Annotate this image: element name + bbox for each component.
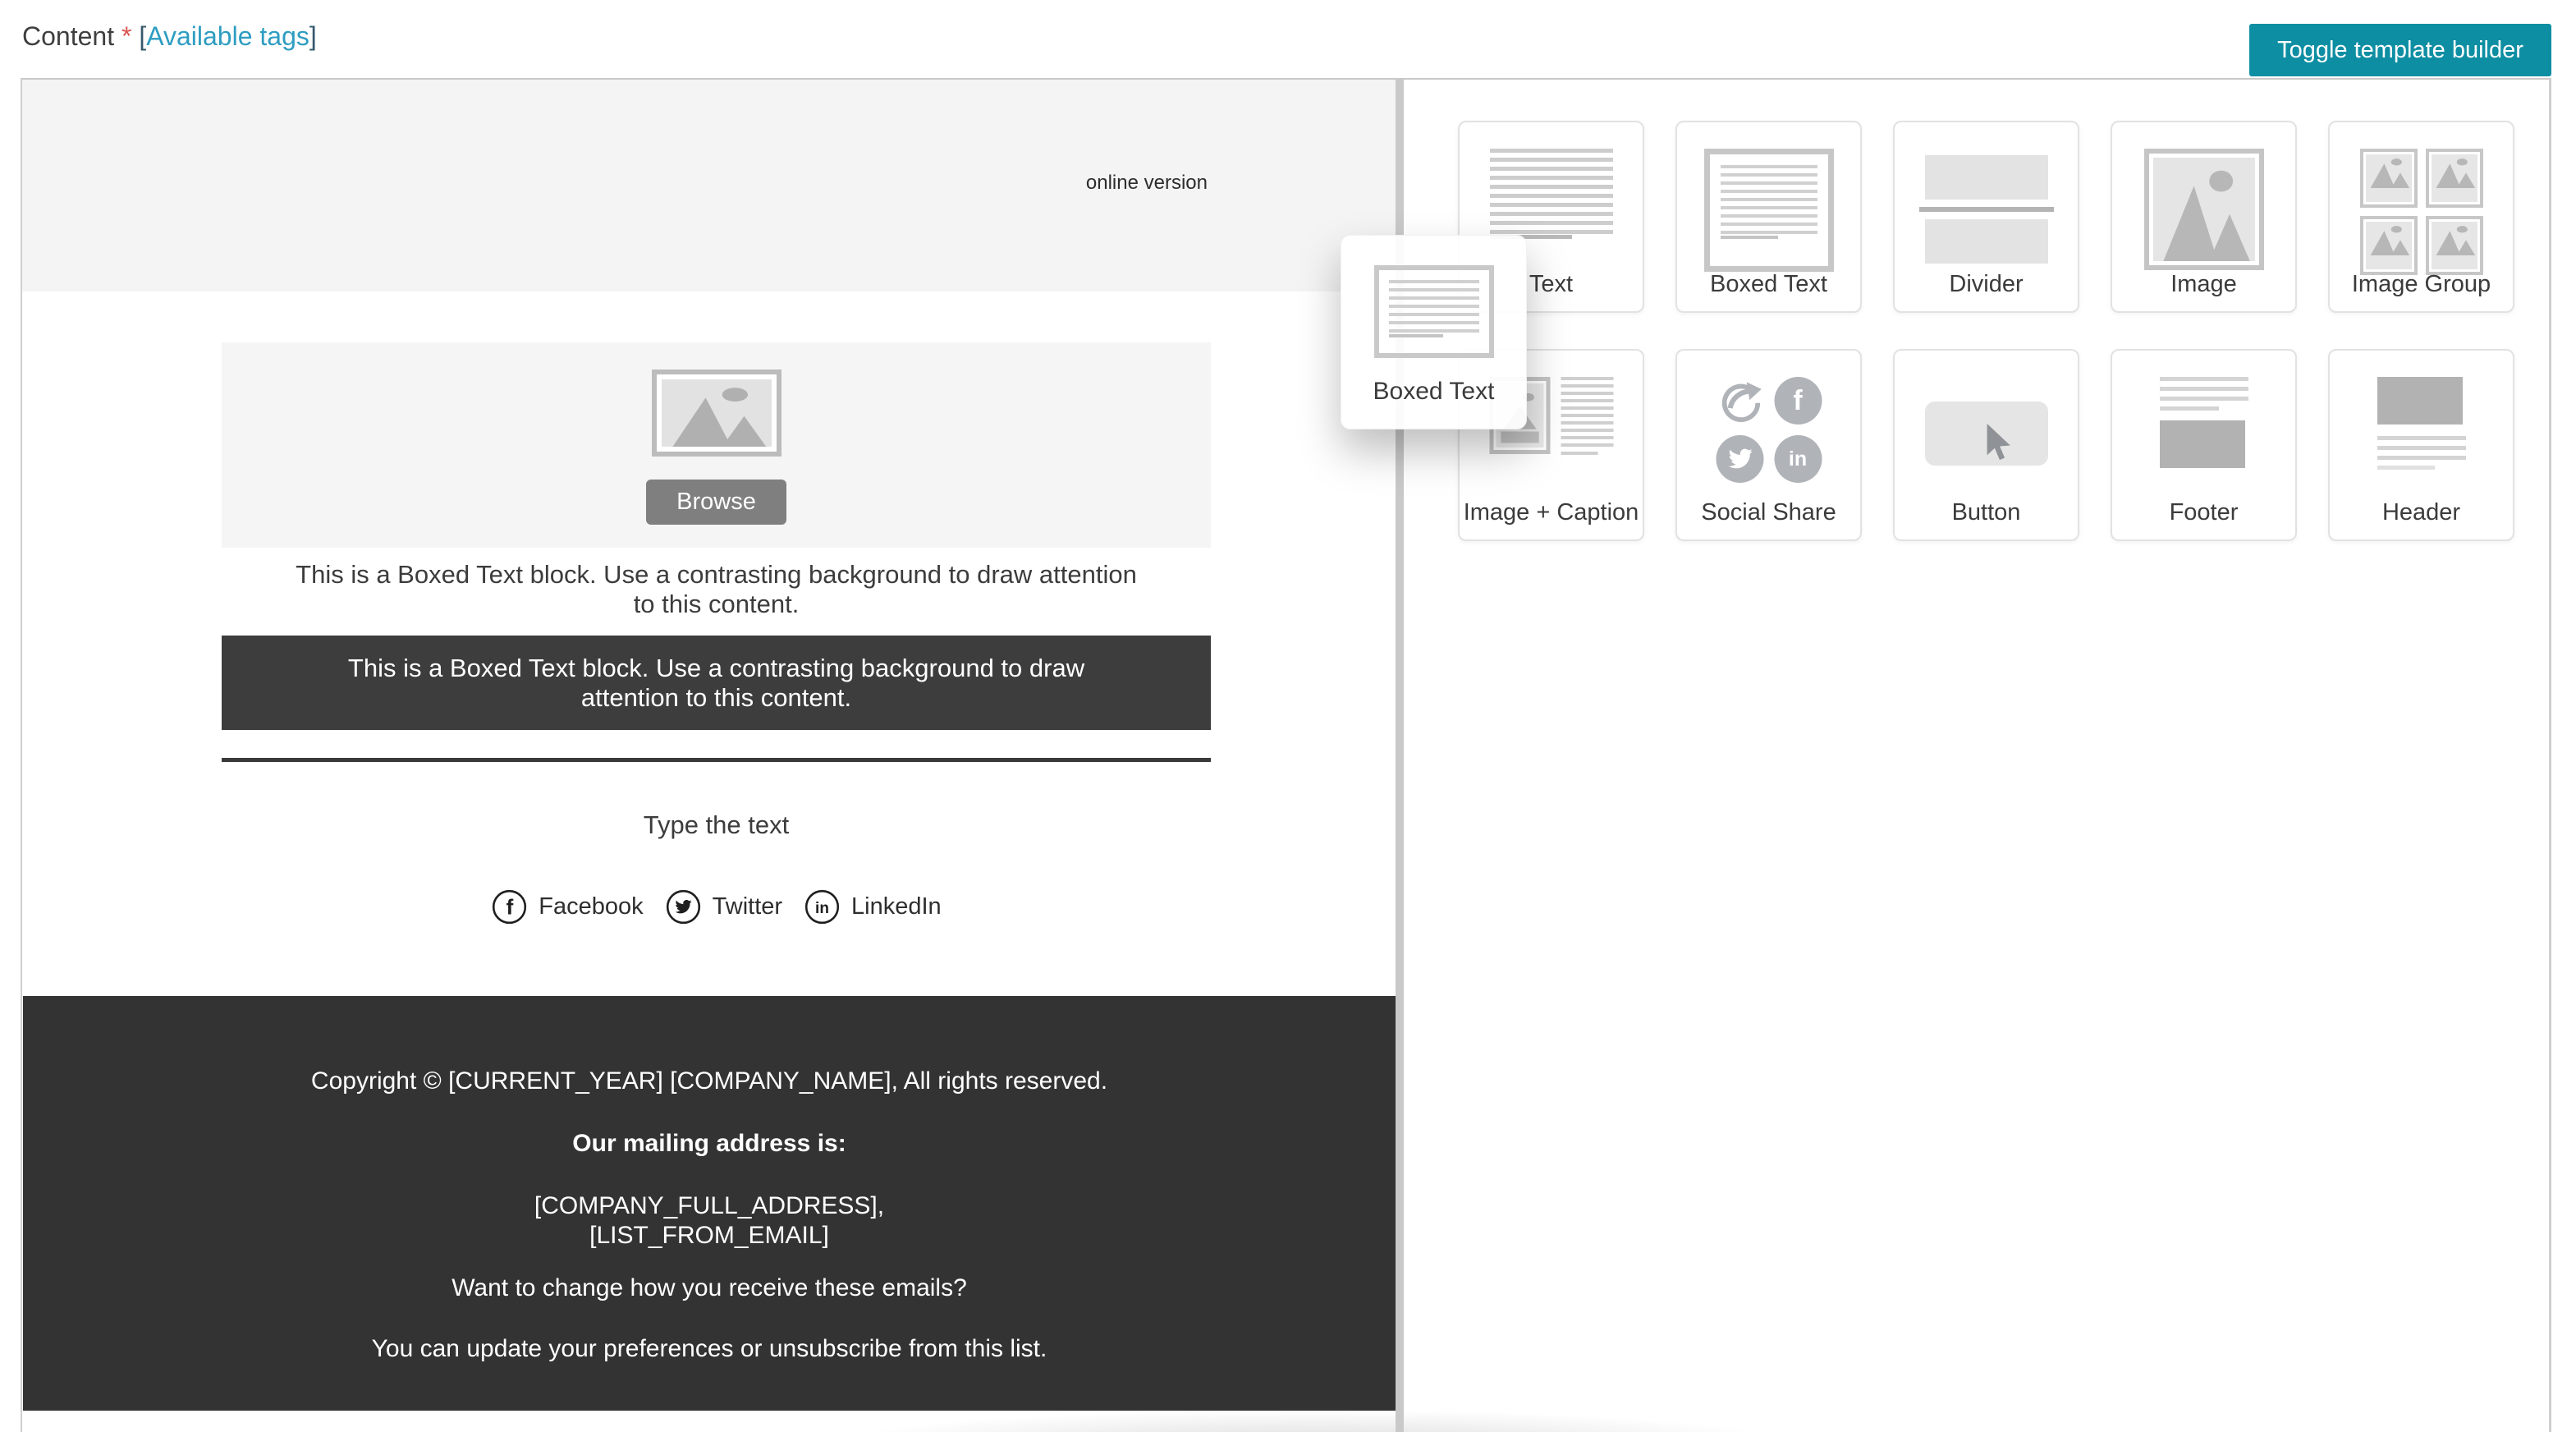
available-tags-link[interactable]: Available tags [146, 21, 309, 51]
share-arrow-icon [1716, 377, 1763, 425]
mailing-address-text: [COMPANY_FULL_ADDRESS], [LIST_FROM_EMAIL] [534, 1192, 885, 1249]
update-preferences-text: You can update your preferences or unsubscribe from this list. [371, 1335, 1047, 1362]
block-card-text[interactable]: Text [1458, 121, 1644, 313]
svg-text:in: in [815, 900, 829, 917]
text-block-icon [1490, 149, 1613, 239]
block-card-divider[interactable]: Divider [1893, 121, 2079, 313]
svg-text:f: f [506, 894, 514, 920]
block-card-social-share[interactable]: f in Social Share [1675, 349, 1862, 541]
text-block[interactable]: Type the text [643, 810, 790, 839]
copyright-text: Copyright © [CURRENT_YEAR] [COMPANY_NAME], All rights reserved. [310, 1067, 1108, 1095]
divider-icon [1925, 155, 2048, 264]
block-card-image-caption[interactable]: Image + Caption [1458, 349, 1644, 541]
image-group-icon [2360, 149, 2483, 275]
linkedin-link[interactable] [804, 888, 942, 925]
email-preheader-block[interactable] [22, 80, 1396, 291]
template-blocks-panel [1404, 78, 2551, 1432]
twitter-circle-icon [665, 888, 702, 925]
boxed-text-dark-block[interactable]: This is a Boxed Text block. Use a contrasting background to draw attention to this content. [222, 636, 1211, 730]
block-card-button[interactable]: Button [1893, 349, 2079, 541]
bottom-shadow [698, 1409, 1929, 1432]
content-field-header [22, 21, 317, 52]
required-asterisk: * [121, 21, 132, 51]
linkedin-share-icon: in [1774, 435, 1822, 483]
linkedin-label: LinkedIn [851, 893, 942, 920]
block-card-footer[interactable]: Footer [2111, 349, 2297, 541]
image-upload-block[interactable] [222, 342, 1211, 548]
twitter-link[interactable] [665, 888, 782, 925]
bracket-open: [ [139, 21, 147, 51]
toggle-template-builder-button[interactable]: Toggle template builder [2249, 24, 2551, 76]
block-card-image-group[interactable]: Image Group [2328, 121, 2514, 313]
bracket-close: ] [309, 21, 317, 51]
social-follow-block[interactable] [222, 888, 1211, 925]
divider-rule-block[interactable] [222, 758, 1211, 762]
online-version-link[interactable]: online version [1085, 172, 1208, 194]
header-icon [2377, 377, 2466, 470]
block-card-image[interactable]: Image [2111, 121, 2297, 313]
image-placeholder-icon [652, 369, 782, 457]
drag-ghost-boxed-text[interactable]: Boxed Text [1341, 235, 1527, 429]
browse-button[interactable]: Browse [646, 480, 786, 525]
twitter-share-icon [1716, 435, 1763, 483]
twitter-label: Twitter [712, 893, 783, 920]
facebook-link[interactable] [491, 888, 643, 925]
field-label: Content [22, 21, 115, 51]
facebook-share-icon: f [1774, 377, 1822, 425]
email-preview-panel [21, 78, 1396, 1432]
mouse-cursor-icon [1985, 424, 2013, 463]
facebook-circle-icon [491, 888, 528, 925]
boxed-text-icon [1704, 149, 1834, 272]
facebook-label: Facebook [539, 893, 644, 920]
mailing-address-heading: Our mailing address is: [572, 1130, 846, 1157]
footer-icon [2160, 377, 2248, 468]
boxed-text-icon [1374, 265, 1494, 358]
social-share-icon [1716, 377, 1822, 483]
linkedin-circle-icon [804, 888, 841, 925]
image-icon [2144, 149, 2264, 270]
email-footer-block[interactable] [23, 996, 1396, 1411]
change-emails-text: Want to change how you receive these emails? [451, 1274, 967, 1301]
block-card-header[interactable]: Header [2328, 349, 2514, 541]
boxed-text-light-block[interactable]: This is a Boxed Text block. Use a contrasting background to draw attention to this content. [296, 560, 1137, 618]
block-card-boxed-text[interactable]: Boxed Text [1675, 121, 1862, 313]
